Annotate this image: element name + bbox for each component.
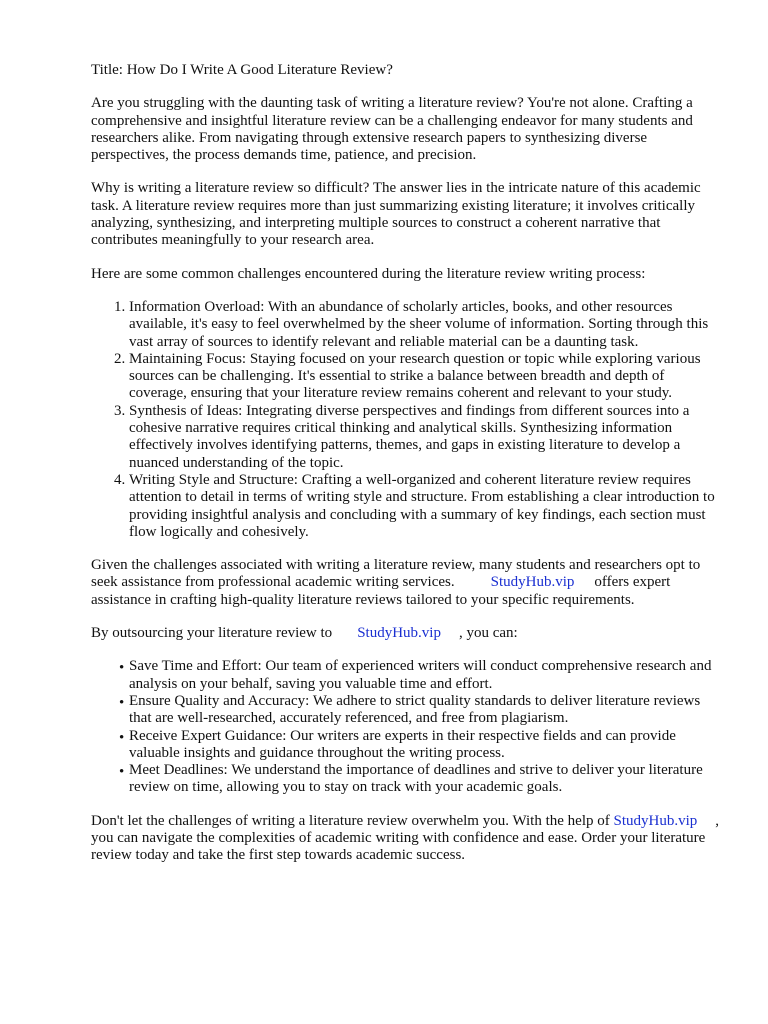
why-difficult-paragraph: Why is writing a literature review so difficult? The answer lies in the intricate nature of this academic task. A literature review requires more than just summarizing existing literature; it involves critically analyzing, synthesizing, and interpreting multiple sources to construct a coherent narrative that contributes meaningfully to your research area.	[91, 180, 701, 249]
benefit-text: Save Time and Effort: Our team of experienced writers will conduct comprehensive research and analysis on your behalf, saving you valuable time and effort.	[129, 658, 712, 692]
outsourcing-text-before: By outsourcing your literature review to	[91, 625, 333, 642]
assistance-text-before: Given the challenges associated with writing a literature review, many students and researchers opt to seek assistance from professional academic writing services.	[91, 557, 701, 591]
outsourcing-text-after: , you can:	[458, 625, 518, 642]
intro-paragraph: Are you struggling with the daunting task of writing a literature review? You're not alone. Crafting a comprehensive and insightful literature review can be a challenging endeavor for many students and researchers alike. From navigating through extensive research papers to synthesizing diverse perspectives, the process demands time, patience, and precision.	[91, 95, 693, 164]
bullet-icon: •	[119, 694, 125, 711]
benefit-text: Meet Deadlines: We understand the importance of deadlines and strive to deliver your literature review on time, allowing you to stay on track with your academic goals.	[129, 762, 703, 796]
benefit-text: Receive Expert Guidance: Our writers are experts in their respective fields and can provide valuable insights and guidance throughout the writing process.	[129, 727, 676, 761]
outsourcing-paragraph	[91, 625, 723, 642]
benefit-item-meet-deadlines	[119, 762, 723, 797]
closing-paragraph	[91, 813, 723, 865]
document-page	[91, 62, 723, 881]
challenges-intro: Here are some common challenges encountered during the literature review writing process:	[91, 265, 646, 282]
assistance-paragraph	[91, 557, 723, 609]
studyhub-link-assistance[interactable]: StudyHub.vip	[490, 574, 575, 591]
benefit-item-ensure-quality	[119, 692, 723, 728]
challenge-item-writing-style: 4. Writing Style and Structure: Crafting a well-organized and coherent literature review requires attention to detail in terms of writing style and structure. From establishing a clear introduction to providing insightful analysis and concluding with a summary of key findings, each section must flow logically and cohesively.	[129, 472, 723, 541]
closing-text-before: Don't let the challenges of writing a literature review overwhelm you. With the help of	[91, 812, 610, 829]
benefit-item-expert-guidance	[119, 727, 723, 763]
closing-text-after: , you can navigate the complexities of academic writing with confidence and ease. Order your literature review today and take the first step towards academic success.	[91, 812, 720, 864]
studyhub-link-outsourcing[interactable]: StudyHub.vip	[357, 625, 441, 642]
document-title: Title: How Do I Write A Good Literature Review?	[91, 62, 393, 78]
benefits-list	[91, 658, 723, 796]
studyhub-link-closing[interactable]: StudyHub.vip	[613, 812, 698, 829]
benefit-item-save-time	[119, 658, 723, 693]
bullet-icon: •	[119, 729, 125, 746]
assistance-text-after: offers expert assistance in crafting high-quality literature reviews tailored to your specific requirements.	[91, 574, 671, 608]
bullet-icon: •	[119, 764, 125, 781]
challenge-item-information-overload: 1. Information Overload: With an abundance of scholarly articles, books, and other resources available, it's easy to feel overwhelmed by the sheer volume of information. Sorting through this vast array of sources to identify relevant and reliable material can be a daunting task.	[129, 299, 723, 351]
challenge-item-synthesis-of-ideas: 3. Synthesis of Ideas: Integrating diverse perspectives and findings from different sources into a cohesive narrative requires critical thinking and analytical skills. Synthesizing information effectively involves identifying patterns, themes, and gaps in existing literature to develop a nuanced understanding of the topic.	[129, 403, 723, 472]
challenge-item-maintaining-focus: 2. Maintaining Focus: Staying focused on your research question or topic while exploring various sources can be challenging. It's essential to strike a balance between breadth and depth of coverage, ensuring that your literature review remains coherent and relevant to your study.	[129, 351, 723, 403]
challenges-list	[91, 299, 723, 541]
benefit-text: Ensure Quality and Accuracy: We adhere to strict quality standards to deliver literature reviews that are well-researched, accurately referenced, and free from plagiarism.	[129, 692, 701, 727]
bullet-icon: •	[119, 660, 125, 677]
